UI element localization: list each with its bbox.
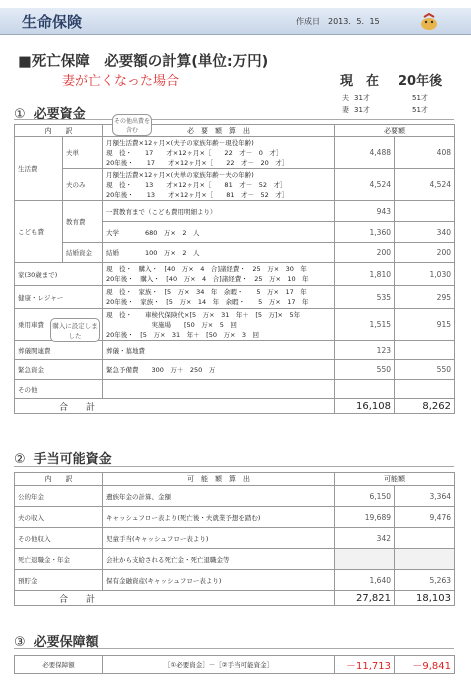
amount-now: 1,515: [335, 309, 395, 341]
age-wife-20: 51才: [412, 106, 428, 114]
amount-now: 4,488: [335, 137, 395, 169]
table-row: [15, 507, 455, 528]
amount-now: 19,689: [335, 507, 395, 528]
age-husband-now: 31才: [354, 94, 370, 102]
header-breakdown: 内 訳: [15, 473, 103, 486]
amount-20y: 4,524: [395, 169, 455, 201]
leisure-calc: [103, 286, 335, 309]
amount-20y: [395, 341, 455, 360]
amount-now: 943: [335, 201, 395, 222]
coverage-20y: －9,841: [395, 656, 455, 674]
car-cost-label: 乗用車費: [15, 309, 103, 341]
section1-title: 必要資金: [33, 107, 86, 122]
coverage-formula: ［①必要資金］－［②手当可能資金］: [103, 656, 335, 674]
emergency-calc: 緊急予備費 300 万＋ 250 万: [103, 360, 335, 380]
amount-20y: 9,476: [395, 507, 455, 528]
table-row: [15, 360, 455, 380]
car-calc: [103, 309, 335, 341]
section2-title: 手当可能資金: [33, 452, 112, 467]
table-row: [15, 137, 455, 169]
other-income-calc: 児童手当(キャッシュフロー表より): [103, 528, 335, 549]
age-husband-label: 夫: [342, 94, 349, 102]
education-calc-1: 一貫教育まで（こども費用明細より）: [103, 201, 335, 222]
funeral-label: 葬儀関連費: [15, 341, 103, 360]
table-header-row: [15, 473, 455, 486]
column-20y-label: 20年後: [398, 74, 443, 89]
husband-child-label: 夫単: [63, 137, 103, 169]
house-label: 家(30歳まで): [15, 263, 103, 286]
public-pension-label: 公的年金: [15, 486, 103, 507]
public-pension-calc: 遺族年金の計算、金額: [103, 486, 335, 507]
death-retirement-calc: 会社から支給される死亡金・死亡退職金等: [103, 549, 335, 570]
amount-now: 6,150: [335, 486, 395, 507]
app-title: 生命保険: [22, 13, 83, 31]
death-retirement-label: 死亡退職金・年金: [15, 549, 103, 570]
table-row: [15, 380, 455, 399]
calc-line: 現 役・ 13 才×12ヶ月×［ 81 才－ 52 才］: [106, 180, 287, 189]
amount-20y: [395, 549, 455, 570]
header-breakdown: 内 訳: [15, 125, 103, 137]
other-expenses-note: その他出費を含む: [112, 114, 152, 136]
husband-income-label: 夫の収入: [15, 507, 103, 528]
header-bar: [0, 8, 471, 35]
page-title: ■死亡保障 必要額の計算(単位:万円): [18, 54, 269, 70]
header-amount: 可能額: [335, 473, 455, 486]
amount-now: 1,360: [335, 222, 395, 243]
amount-20y: 1,030: [395, 263, 455, 286]
amount-now: 200: [335, 243, 395, 263]
divider: [14, 648, 454, 649]
amount-20y: 5,263: [395, 570, 455, 591]
house-calc: [103, 263, 335, 286]
table-row: [15, 263, 455, 286]
table-header-row: [15, 125, 455, 137]
table-row: [15, 528, 455, 549]
age-wife-label: 妻: [342, 106, 349, 114]
amount-now: 550: [335, 360, 395, 380]
created-date: 作成日 2013．5．15: [296, 17, 380, 26]
amount-20y: 915: [395, 309, 455, 341]
purchase-setting-note: 購入に設定しました: [50, 318, 100, 342]
section3-number: ③: [14, 635, 26, 650]
funeral-calc: 葬儀・墓地費: [103, 341, 335, 360]
calc-line: 実施場 [50 万× 5 回: [106, 320, 237, 329]
amount-now: [335, 549, 395, 570]
emergency-label: 緊急資金: [15, 360, 103, 380]
amount-now: 123: [335, 341, 395, 360]
total-20y: 18,103: [395, 591, 455, 606]
table-row: [15, 341, 455, 360]
leisure-label: 健康・レジャー: [15, 286, 103, 309]
husband-calc: [103, 137, 335, 169]
table-row: [15, 169, 455, 201]
amount-now: 535: [335, 286, 395, 309]
table-row: [15, 243, 455, 263]
total-now: 16,108: [335, 399, 395, 414]
calc-line: 20年後・ 17 才×12ヶ月×［ 22 才－ 20 才］: [106, 158, 289, 167]
amount-20y: 200: [395, 243, 455, 263]
calc-line: 20年後・ [5 万× 31 年＋ [50 万× 3 回: [106, 330, 260, 339]
required-funds-table: [14, 124, 455, 414]
header-calculation: 可 能 額 算 出: [103, 473, 335, 486]
coverage-now: －11,713: [335, 656, 395, 674]
calc-line: 月額生活費×12ヶ月×(夫単の家族年齢－夫の年齢): [106, 170, 254, 179]
amount-now: 4,524: [335, 169, 395, 201]
other-income-label: その他収入: [15, 528, 103, 549]
living-cost-label: 生活費: [15, 137, 63, 201]
column-now-label: 現 在: [340, 74, 380, 89]
header-amount: 必要額: [335, 125, 455, 137]
calc-line: 20年後・ 購入・ [40 万× 4 合]諸経費・ 25 万× 10 年: [106, 275, 309, 283]
total-20y: 8,262: [395, 399, 455, 414]
required-coverage-label: 必要保障額: [15, 656, 103, 674]
section1-number: ①: [14, 107, 26, 122]
total-label: 合 計: [15, 591, 335, 606]
other-calc: [103, 380, 335, 399]
husband-alone-label: 夫のみ: [63, 169, 103, 201]
amount-20y: [395, 528, 455, 549]
wedding-calc: 結婚 100 万× 2 人: [103, 243, 335, 263]
husband-income-calc: キャッシュフロー表より(死亡後・夫就業予想を踏む): [103, 507, 335, 528]
amount-now: [335, 380, 395, 399]
savings-label: 預貯金: [15, 570, 103, 591]
other-label: その他: [15, 380, 103, 399]
total-row: [15, 591, 455, 606]
calc-line: 20年後・ 13 才×12ヶ月×［ 81 才－ 52 才］: [106, 190, 289, 199]
amount-20y: 408: [395, 137, 455, 169]
mascot-icon: [418, 12, 440, 32]
amount-now: 1,810: [335, 263, 395, 286]
calc-line: 20年後・ 家族・ [5 万× 14 年 余暇・ 5 万× 17 年: [106, 298, 309, 306]
wedding-label: 結婚資金: [63, 243, 103, 263]
amount-now: 1,640: [335, 570, 395, 591]
amount-20y: [395, 201, 455, 222]
table-row: [15, 201, 455, 222]
amount-20y: 550: [395, 360, 455, 380]
education-label: 教育費: [63, 201, 103, 243]
calc-line: 現 役・ 家族・ [5 万× 34 年 余暇・ 5 万× 17 年: [106, 288, 307, 296]
amount-20y: 340: [395, 222, 455, 243]
amount-now: 342: [335, 528, 395, 549]
total-label: 合 計: [15, 399, 335, 414]
education-calc-2: 大学 680 万× 2 人: [103, 222, 335, 243]
table-row: [15, 549, 455, 570]
husband-alone-calc: [103, 169, 335, 201]
calc-line: 月額生活費×12ヶ月×(夫子の家族年齢－現役年齢): [106, 138, 254, 147]
children-cost-label: こども費: [15, 201, 63, 263]
calc-line: 現 役・ 17 才×12ヶ月×［ 22 才－ 0 才］: [106, 148, 283, 157]
age-wife-now: 31才: [354, 106, 370, 114]
amount-20y: 295: [395, 286, 455, 309]
table-row: [15, 570, 455, 591]
section2-number: ②: [14, 452, 26, 467]
total-now: 27,821: [335, 591, 395, 606]
divider: [14, 119, 454, 120]
required-coverage-table: [14, 655, 455, 674]
section3-title: 必要保障額: [33, 635, 99, 650]
amount-20y: [395, 380, 455, 399]
calc-line: 現 役・ 購入・ [40 万× 4 合]諸経費・ 25 万× 30 年: [106, 265, 307, 273]
divider: [14, 466, 454, 467]
table-row: [15, 486, 455, 507]
calc-line: 現 役・ 車検代保険代×[5 万× 31 年＋ [5 万]× 5年: [106, 310, 301, 319]
total-row: [15, 399, 455, 414]
table-row: [15, 656, 455, 674]
section2-heading: [14, 448, 112, 467]
savings-calc: 保有金融資産(キャッシュフロー表より): [103, 570, 335, 591]
available-funds-table: [14, 472, 455, 606]
table-row: [15, 286, 455, 309]
age-husband-20: 51才: [412, 94, 428, 102]
header-calculation: 必 要 額 算 出: [103, 125, 335, 137]
amount-20y: 3,364: [395, 486, 455, 507]
scenario-subtitle: 妻が亡くなった場合: [62, 74, 180, 89]
